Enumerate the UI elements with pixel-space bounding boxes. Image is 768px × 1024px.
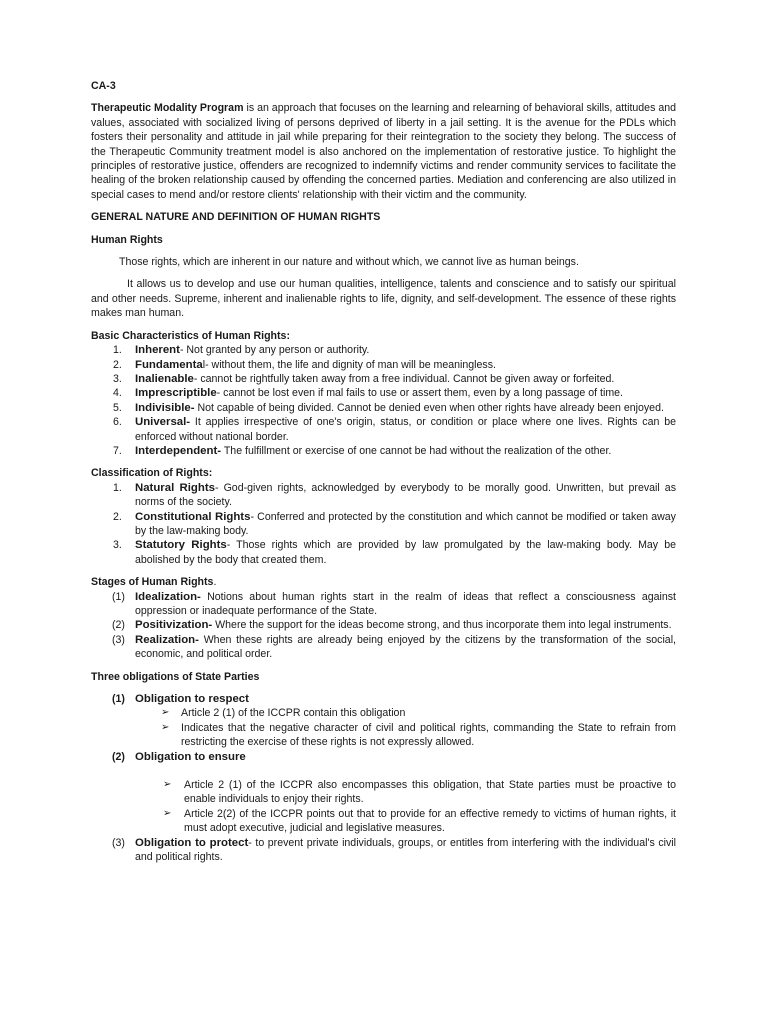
item-number: 7. <box>113 444 122 457</box>
stages-heading: Stages of Human Rights <box>91 576 214 589</box>
list-item <box>91 444 676 458</box>
doc-id: CA-3 <box>91 80 116 92</box>
classification-heading: Classification of Rights: <box>91 467 213 480</box>
intro-text: is an approach that focuses on the learning and relearning of behavioral skills, attitudes and values, associated with socialized living of persons deprived of liberty in a jail setting. It is the avenue for the PDLs which fosters their personality and attitude in jail while preparing for their reintegration to the society they belong. The success of the Therapeutic Community treatment model is also anchored on the implementation of restorative justice. To highlight the principles of restorative justice, offenders are recognized to indemnify victims and render community services to facilitate the healing of the broken relationship caused by offending the concerned parties. Mediation and conferencing are also utilized in special cases to mend and/or restore clients' relationship with their victim and the community. <box>91 102 676 201</box>
arrow-bullet-icon: ➢ <box>163 807 172 819</box>
item-text: - Not granted by any person or authority. <box>179 344 370 357</box>
respect-bullets <box>91 706 676 749</box>
list-item <box>91 721 676 750</box>
item-number: 1. <box>113 481 122 494</box>
list-item <box>91 415 676 444</box>
item-term: Universal- <box>135 416 191 429</box>
obligation-title: Obligation to ensure <box>135 750 246 763</box>
item-number: (3) <box>112 836 125 849</box>
item-term: Inalienable <box>135 372 194 385</box>
arrow-bullet-icon: ➢ <box>161 707 170 719</box>
item-number: 2. <box>113 510 122 523</box>
section-title: GENERAL NATURE AND DEFINITION OF HUMAN RIGHTS <box>91 211 381 224</box>
obligation-title: Obligation to protect <box>135 836 249 849</box>
item-number: (3) <box>112 633 125 646</box>
item-text: - cannot be rightfully taken away from a free individual. Cannot be given away or forfeited. <box>193 372 615 385</box>
item-term: Fundamenta <box>135 358 203 371</box>
item-number: (1) <box>112 693 125 706</box>
arrow-bullet-icon: ➢ <box>161 721 170 733</box>
classification-list <box>91 481 676 567</box>
list-item <box>91 481 676 510</box>
item-text: - Those rights which are provided by law promulgated by the law-making body. May be abolished by the body that created them. <box>135 539 676 566</box>
item-text: When these rights are already being enjoyed by the citizens by the transformation of the social, economic, and political order. <box>135 633 676 661</box>
list-item <box>91 807 676 836</box>
list-item <box>91 590 676 619</box>
list-item <box>91 706 676 720</box>
item-term: Realization- <box>135 633 199 646</box>
stages-heading-line <box>91 575 676 589</box>
item-number: 5. <box>113 401 122 414</box>
item-text: The fulfillment or exercise of one cannot be had without the realization of the other. <box>221 444 612 457</box>
stages-heading-suffix: . <box>213 576 217 589</box>
item-text: Notions about human rights start in the realm of ideas that reflect a consciousness against oppression or inadequate performance of the State. <box>135 590 676 617</box>
item-text: - cannot be lost even if mal fails to use or assert them, even by a long passage of time. <box>216 387 623 400</box>
obligation-title: Obligation to respect <box>135 693 249 706</box>
list-item <box>91 633 676 662</box>
item-number: 1. <box>113 344 122 357</box>
list-item <box>91 386 676 400</box>
human-rights-heading: Human Rights <box>91 233 163 246</box>
obligation-respect <box>91 692 676 706</box>
list-item <box>91 401 676 415</box>
item-number: (2) <box>112 619 125 632</box>
item-text: Where the support for the ideas become strong, and thus incorporate them into legal instruments. <box>212 619 672 632</box>
characteristics-list <box>91 343 676 458</box>
obligations-heading: Three obligations of State Parties <box>91 670 260 683</box>
item-term: Imprescriptible <box>135 387 217 400</box>
item-term: Constitutional Rights <box>135 510 251 523</box>
list-item <box>91 358 676 372</box>
bullet-text: Indicates that the negative character of civil and political rights, commanding the State to refrain from restricting the exercise of these rights is not expressly allowed. <box>181 721 676 749</box>
item-term: Indivisible- <box>135 401 195 414</box>
bullet-text: Article 2(2) of the ICCPR points out that to provide for an effective remedy to victims of human rights, it must adopt executive, judicial and legislative measures. <box>184 807 676 835</box>
stages-list <box>91 590 676 662</box>
human-rights-para-1: Those rights, which are inherent in our nature and without which, we cannot live as human beings. <box>119 256 579 269</box>
bullet-text: Article 2 (1) of the ICCPR contain this obligation <box>181 707 406 720</box>
item-number: 2. <box>113 358 122 371</box>
item-term: Positivization- <box>135 619 213 632</box>
item-number: 6. <box>113 416 122 429</box>
obligation-text: - to prevent private individuals, groups, or entitles from interfering with the individual's civil and political rights. <box>135 836 676 864</box>
ensure-bullets <box>91 778 676 836</box>
item-term: Statutory Rights <box>135 539 227 552</box>
list-item <box>91 372 676 386</box>
list-item <box>91 343 676 357</box>
intro-paragraph <box>91 101 676 202</box>
list-item <box>91 618 676 632</box>
item-number: (2) <box>112 750 125 763</box>
bullet-text: Article 2 (1) of the ICCPR also encompasses this obligation, that State parties must be proactive to enable individuals to enjoy their rights. <box>184 779 676 806</box>
arrow-bullet-icon: ➢ <box>163 779 172 791</box>
item-term: Idealization- <box>135 590 201 603</box>
item-text: - Conferred and protected by the constitution and which cannot be modified or taken away by the law-making body. <box>135 510 676 537</box>
item-term: Interdependent- <box>135 444 222 457</box>
item-number: (1) <box>112 590 125 603</box>
obligation-ensure <box>91 750 676 764</box>
list-item <box>91 510 676 539</box>
obligation-protect <box>91 836 676 865</box>
item-text: - God-given rights, acknowledged by everybody to be morally good. Unwritten, but prevail as norms of the society. <box>135 481 676 509</box>
item-term: Inherent <box>135 344 180 357</box>
characteristics-heading: Basic Characteristics of Human Rights: <box>91 329 290 342</box>
item-number: 3. <box>113 539 122 552</box>
human-rights-para-2: It allows us to develop and use our human qualities, intelligence, talents and conscience and to satisfy our spiritual and other needs. Supreme, inherent and inalienable rights to life, dignity, and self-development. The essence of these rights makes man human. <box>91 278 676 320</box>
item-text: It applies irrespective of one's origin, status, or condition or place where one lives. Rights can be enforced without national border. <box>135 416 676 443</box>
item-number: 3. <box>113 372 122 385</box>
item-text: Not capable of being divided. Cannot be denied even when other rights have already been enjoyed. <box>194 401 664 414</box>
item-number: 4. <box>113 387 122 400</box>
item-text: l- without them, the life and dignity of man will be meaningless. <box>202 358 496 371</box>
list-item <box>91 778 676 807</box>
item-term: Natural Rights <box>135 481 215 494</box>
list-item <box>91 538 676 567</box>
intro-term: Therapeutic Modality Program <box>91 102 244 115</box>
